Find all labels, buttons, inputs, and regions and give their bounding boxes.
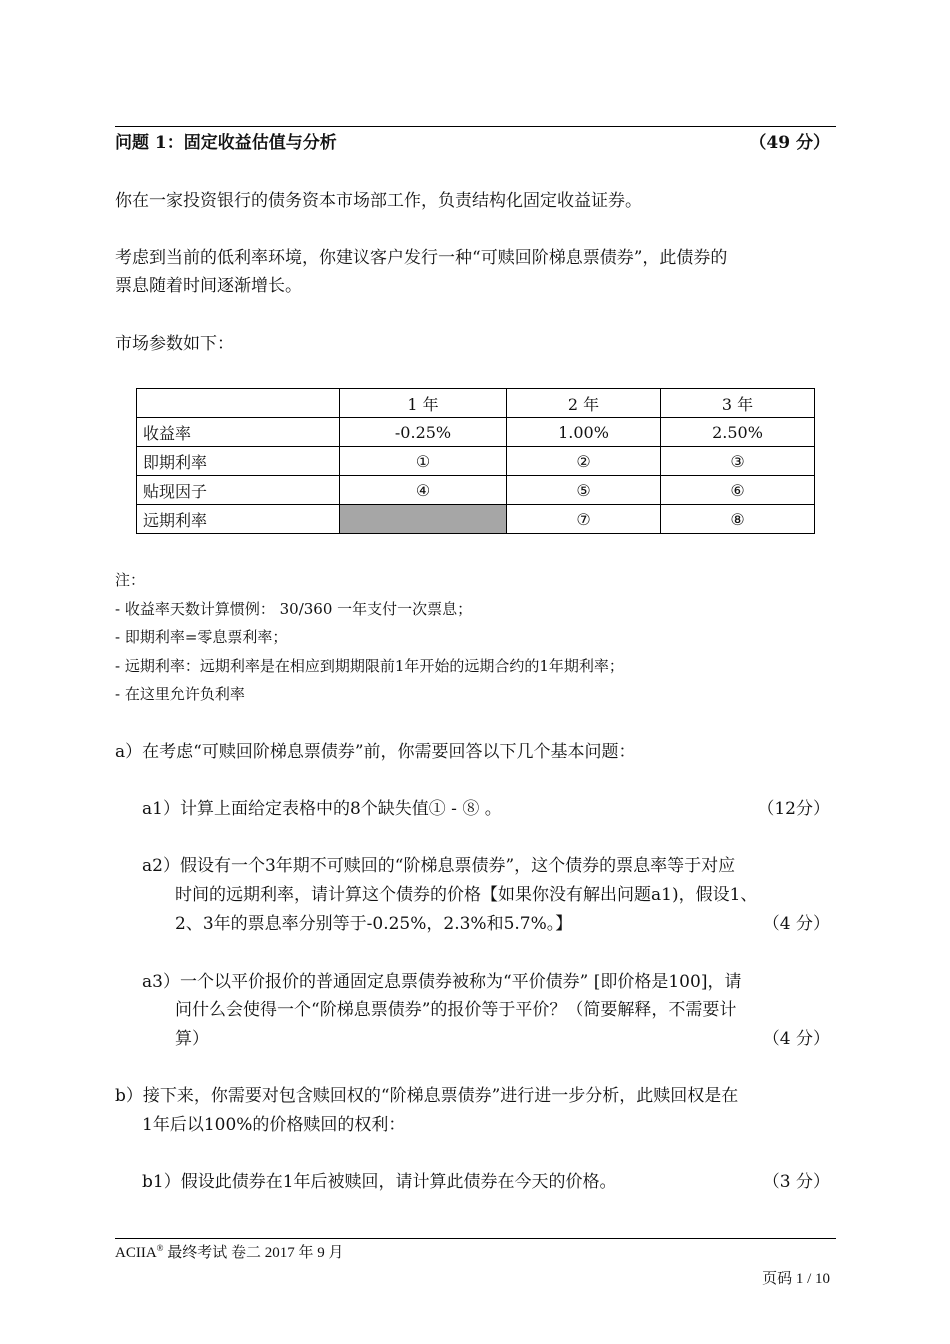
table-row: [137, 476, 815, 505]
table-header-cell: 2 年: [507, 389, 661, 418]
intro-paragraph-1: 你在一家投资银行的债务资本市场部工作，负责结构化固定收益证券。: [115, 191, 642, 211]
question-b1: b1）假设此债券在1年后被赎回，请计算此债券在今天的价格。: [142, 1172, 617, 1192]
table-row: [137, 418, 815, 447]
table-header-cell: 1 年: [340, 389, 507, 418]
table-cell: ②: [507, 447, 661, 476]
table-cell: ④: [340, 476, 507, 505]
question-a3-line-2: 问什么会使得一个“阶梯息票债券”的报价等于平价？（简要解释，不需要计: [175, 1000, 737, 1020]
intro-paragraph-2-line-2: 票息随着时间逐渐增长。: [115, 276, 302, 296]
footer-exam-prefix: ACIIA: [115, 1245, 157, 1261]
table-cell: ⑧: [661, 505, 815, 534]
row-label: 即期利率: [137, 447, 340, 476]
question-a3-line-3: 算）: [175, 1029, 209, 1049]
question-a1-points: （12分）: [757, 799, 830, 819]
table-header-row: [137, 389, 815, 418]
question-a2-line-2: 时间的远期利率，请计算这个债券的价格【如果你没有解出问题a1)，假设1、: [175, 885, 758, 905]
row-label: 贴现因子: [137, 476, 340, 505]
notes-heading: 注：: [115, 571, 146, 589]
note-item: - 远期利率：远期利率是在相应到期期限前1年开始的远期合约的1年期利率；: [115, 657, 624, 675]
table-cell: 2.50%: [661, 418, 815, 447]
table-header-cell: 3 年: [661, 389, 815, 418]
table-header-cell: [137, 389, 340, 418]
part-b-line-2: 1年后以100%的价格赎回的权利：: [142, 1115, 406, 1135]
question-a3-line-1: a3）一个以平价报价的普通固定息票债券被称为“平价债券” [即价格是100]，请: [142, 972, 742, 992]
question-a3-points: （4 分）: [762, 1029, 830, 1049]
header-rule: [115, 126, 836, 127]
table-cell-shaded: [340, 505, 507, 534]
part-b-line-1: b）接下来，你需要对包含赎回权的“阶梯息票债券”进行进一步分析，此赎回权是在: [115, 1086, 739, 1106]
market-params-table: [136, 388, 815, 534]
note-item: - 在这里允许负利率: [115, 685, 245, 703]
table-cell: ⑤: [507, 476, 661, 505]
table-cell: ⑦: [507, 505, 661, 534]
question-a2-line-3: 2、3年的票息率分别等于-0.25%，2.3%和5.7%。】: [175, 914, 573, 934]
question-b1-points: （3 分）: [762, 1172, 830, 1192]
intro-paragraph-2-line-1: 考虑到当前的低利率环境，你建议客户发行一种“可赎回阶梯息票债券”，此债券的: [115, 248, 728, 268]
footer-rule: [115, 1238, 836, 1239]
table-cell: -0.25%: [340, 418, 507, 447]
table-row: [137, 447, 815, 476]
table-cell: ⑥: [661, 476, 815, 505]
table-cell: 1.00%: [507, 418, 661, 447]
footer-exam-suffix: 最终考试 卷二 2017 年 9 月: [163, 1245, 344, 1261]
part-a-intro: a）在考虑“可赎回阶梯息票债券”前，你需要回答以下几个基本问题：: [115, 742, 636, 762]
table-cell: ①: [340, 447, 507, 476]
question-title: 问题 1：固定收益估值与分析: [115, 133, 337, 153]
row-label: 收益率: [137, 418, 340, 447]
footer-exam-info: [115, 1241, 344, 1262]
question-a1: a1）计算上面给定表格中的8个缺失值① - ⑧ 。: [142, 799, 502, 819]
note-item: - 即期利率=零息票利率；: [115, 628, 288, 646]
registered-mark: ®: [156, 1243, 164, 1253]
row-label: 远期利率: [137, 505, 340, 534]
question-a2-line-1: a2）假设有一个3年期不可赎回的“阶梯息票债券”，这个债券的票息率等于对应: [142, 856, 736, 876]
table-row: [137, 505, 815, 534]
note-item: - 收益率天数计算惯例： 30/360 一年支付一次票息；: [115, 600, 473, 618]
question-a2-points: （4 分）: [762, 914, 830, 934]
table-cell: ③: [661, 447, 815, 476]
footer-page-number: 页码 1 / 10: [762, 1271, 830, 1287]
market-params-label: 市场参数如下：: [115, 334, 234, 354]
question-points: （49 分）: [749, 133, 830, 153]
